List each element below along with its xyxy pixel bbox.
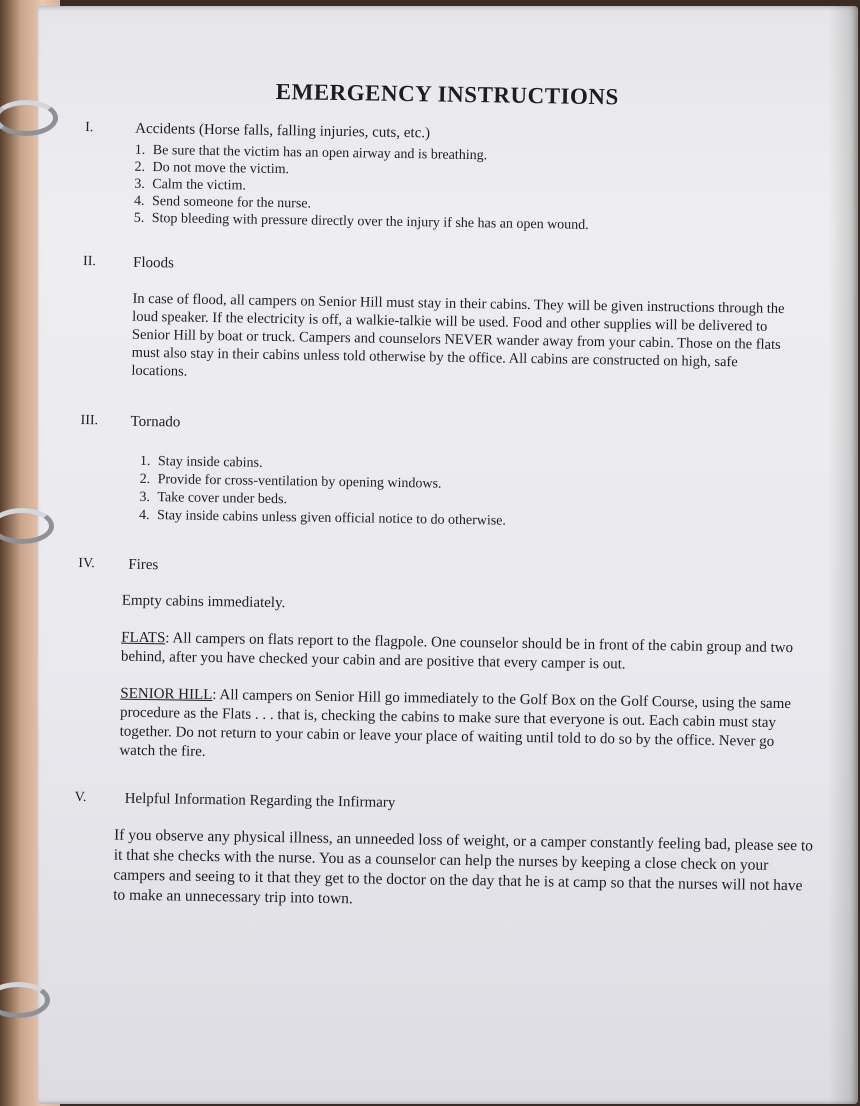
- list-item: 2. Provide for cross-ventilation by opening windows.: [139, 471, 442, 492]
- list-item: 4. Stay inside cabins unless given official notice to do otherwise.: [138, 507, 507, 529]
- infirmary-paragraph: If you observe any physical illness, an unneeded loss of weight, or a camper constantly feeling bad, please see to it that she checks with the nurse. You as a counselor can help the nurses by keeping a close check on your campers and seeing to it that they get to the doctor on the day that he is at camp so that the nurses will not have to make an unnecessary trip into town.: [113, 826, 814, 908]
- list-item: 1. Be sure that the victim has an open airway and is breathing.: [134, 142, 488, 164]
- section-heading: Helpful Information Regarding the Infirmary: [124, 790, 396, 811]
- list-item: 2. Do not move the victim.: [134, 159, 290, 178]
- section-heading: Tornado: [130, 413, 181, 431]
- accident-steps: [134, 142, 825, 238]
- section-infirmary: [73, 790, 815, 917]
- list-item: 5. Stop bleeding with pressure directly over the injury if she has an open wound.: [133, 210, 589, 233]
- section-heading: Fires: [128, 556, 159, 574]
- document-title: EMERGENCY INSTRUCTIONS: [275, 78, 619, 110]
- list-item: 4. Send someone for the nurse.: [133, 193, 312, 212]
- section-tornado: [79, 413, 821, 536]
- flats-paragraph: [121, 629, 802, 678]
- flats-text: : All campers on flats report to the flagpole. One counselor should be in front of the cabin group and two behind, after you have checked your cabin and are positive that every camper is out.: [120, 630, 794, 673]
- senior-hill-paragraph: [119, 685, 800, 772]
- list-item: 1. Stay inside cabins.: [139, 453, 263, 471]
- section-heading: Accidents (Horse falls, falling injuries, cuts, etc.): [135, 120, 431, 142]
- document-content: [73, 76, 826, 917]
- section-number: I.: [85, 119, 94, 136]
- tornado-steps: [139, 453, 820, 536]
- senior-hill-text: : All campers on Senior Hill go immediately to the Golf Box on the Golf Course, using the same procedure as the Flats . . . that is, checking the cabins to make sure that everyone is out. Each cabin must stay together. Do not return to your cabin or leave your place of waiting until told to do so by the office. Never go watch the fire.: [119, 687, 792, 760]
- list-item: 3. Calm the victim.: [134, 176, 247, 194]
- section-number: IV.: [78, 555, 95, 572]
- document-page: [38, 6, 858, 1104]
- section-accidents: [84, 120, 826, 238]
- list-item: 3. Take cover under beds.: [139, 489, 288, 508]
- flats-label: FLATS: [121, 629, 166, 647]
- floods-paragraph: In case of flood, all campers on Senior Hill must stay in their cabins. They will be given instructions through the loud speaker. If the electricity is off, a walkie-talkie will be used. Food and other supplies will be delivered to Senior Hill by boat or truck. Campers and counselors NEVER wander away from your cabin. Those on the flats must also stay in their cabins unless told otherwise by the office. All cabins are constructed on high, safe locations.: [131, 290, 785, 380]
- section-floods: [81, 254, 823, 391]
- section-heading: Floods: [132, 254, 175, 272]
- senior-hill-label: SENIOR HILL: [120, 685, 213, 704]
- section-number: II.: [82, 253, 97, 270]
- fires-intro: Empty cabins immediately.: [121, 592, 286, 612]
- section-number: V.: [74, 789, 87, 806]
- section-number: III.: [80, 412, 99, 429]
- section-fires: [75, 556, 818, 772]
